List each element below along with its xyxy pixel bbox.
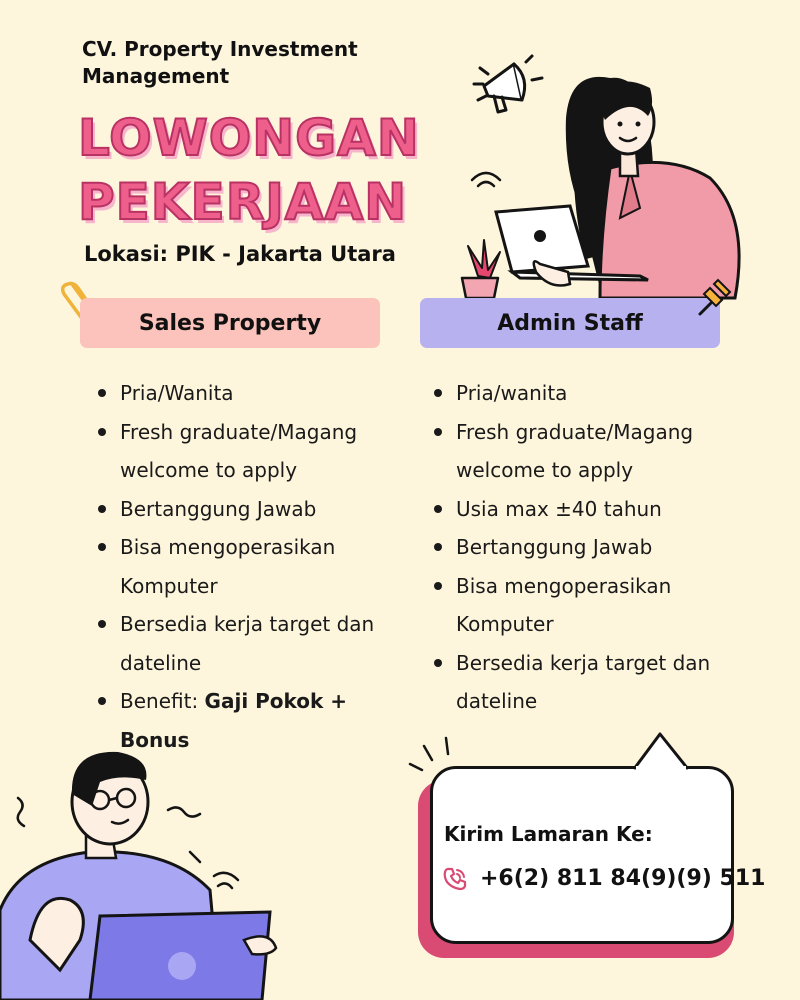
company-name: CV. Property Investment Management xyxy=(82,37,358,88)
headline-line-2: PEKERJAAN xyxy=(78,173,408,231)
phone-icon xyxy=(442,866,468,892)
contact-box xyxy=(430,766,734,944)
admin-requirements xyxy=(434,374,754,721)
speech-bubble-tail xyxy=(630,730,694,770)
list-item: Bersedia kerja target dan dateline xyxy=(98,605,418,682)
list-item: Bisa mengoperasikan Komputer xyxy=(98,528,418,605)
benefit-value: Gaji Pokok + Bonus xyxy=(120,689,348,752)
man-illustration xyxy=(0,740,290,1000)
contact-title: Kirim Lamaran Ke: xyxy=(444,822,653,846)
list-item: Fresh graduate/Magang welcome to apply xyxy=(434,413,754,490)
list-item: Fresh graduate/Magang welcome to apply xyxy=(98,413,418,490)
location-text: Lokasi: PIK - Jakarta Utara xyxy=(84,242,396,266)
sales-requirements xyxy=(98,374,418,759)
list-item: Bersedia kerja target dan dateline xyxy=(434,644,754,721)
list-item: Bertanggung Jawab xyxy=(434,528,754,567)
list-item: Pria/wanita xyxy=(434,374,754,413)
headline-line-1: LOWONGAN xyxy=(78,109,420,167)
position-title-admin: Admin Staff xyxy=(420,298,720,348)
contact-phone: +6(2) 811 84(9)(9) 511 xyxy=(480,866,766,891)
pushpin-icon xyxy=(694,276,734,320)
list-item: Usia max ±40 tahun xyxy=(434,490,754,529)
plant-icon xyxy=(454,236,506,300)
list-item: Bisa mengoperasikan Komputer xyxy=(434,567,754,644)
position-title-sales: Sales Property xyxy=(80,298,380,348)
list-item: Bertanggung Jawab xyxy=(98,490,418,529)
emphasis-lines-icon xyxy=(404,734,460,776)
list-item: Pria/Wanita xyxy=(98,374,418,413)
benefit-label: Benefit: xyxy=(120,689,205,713)
